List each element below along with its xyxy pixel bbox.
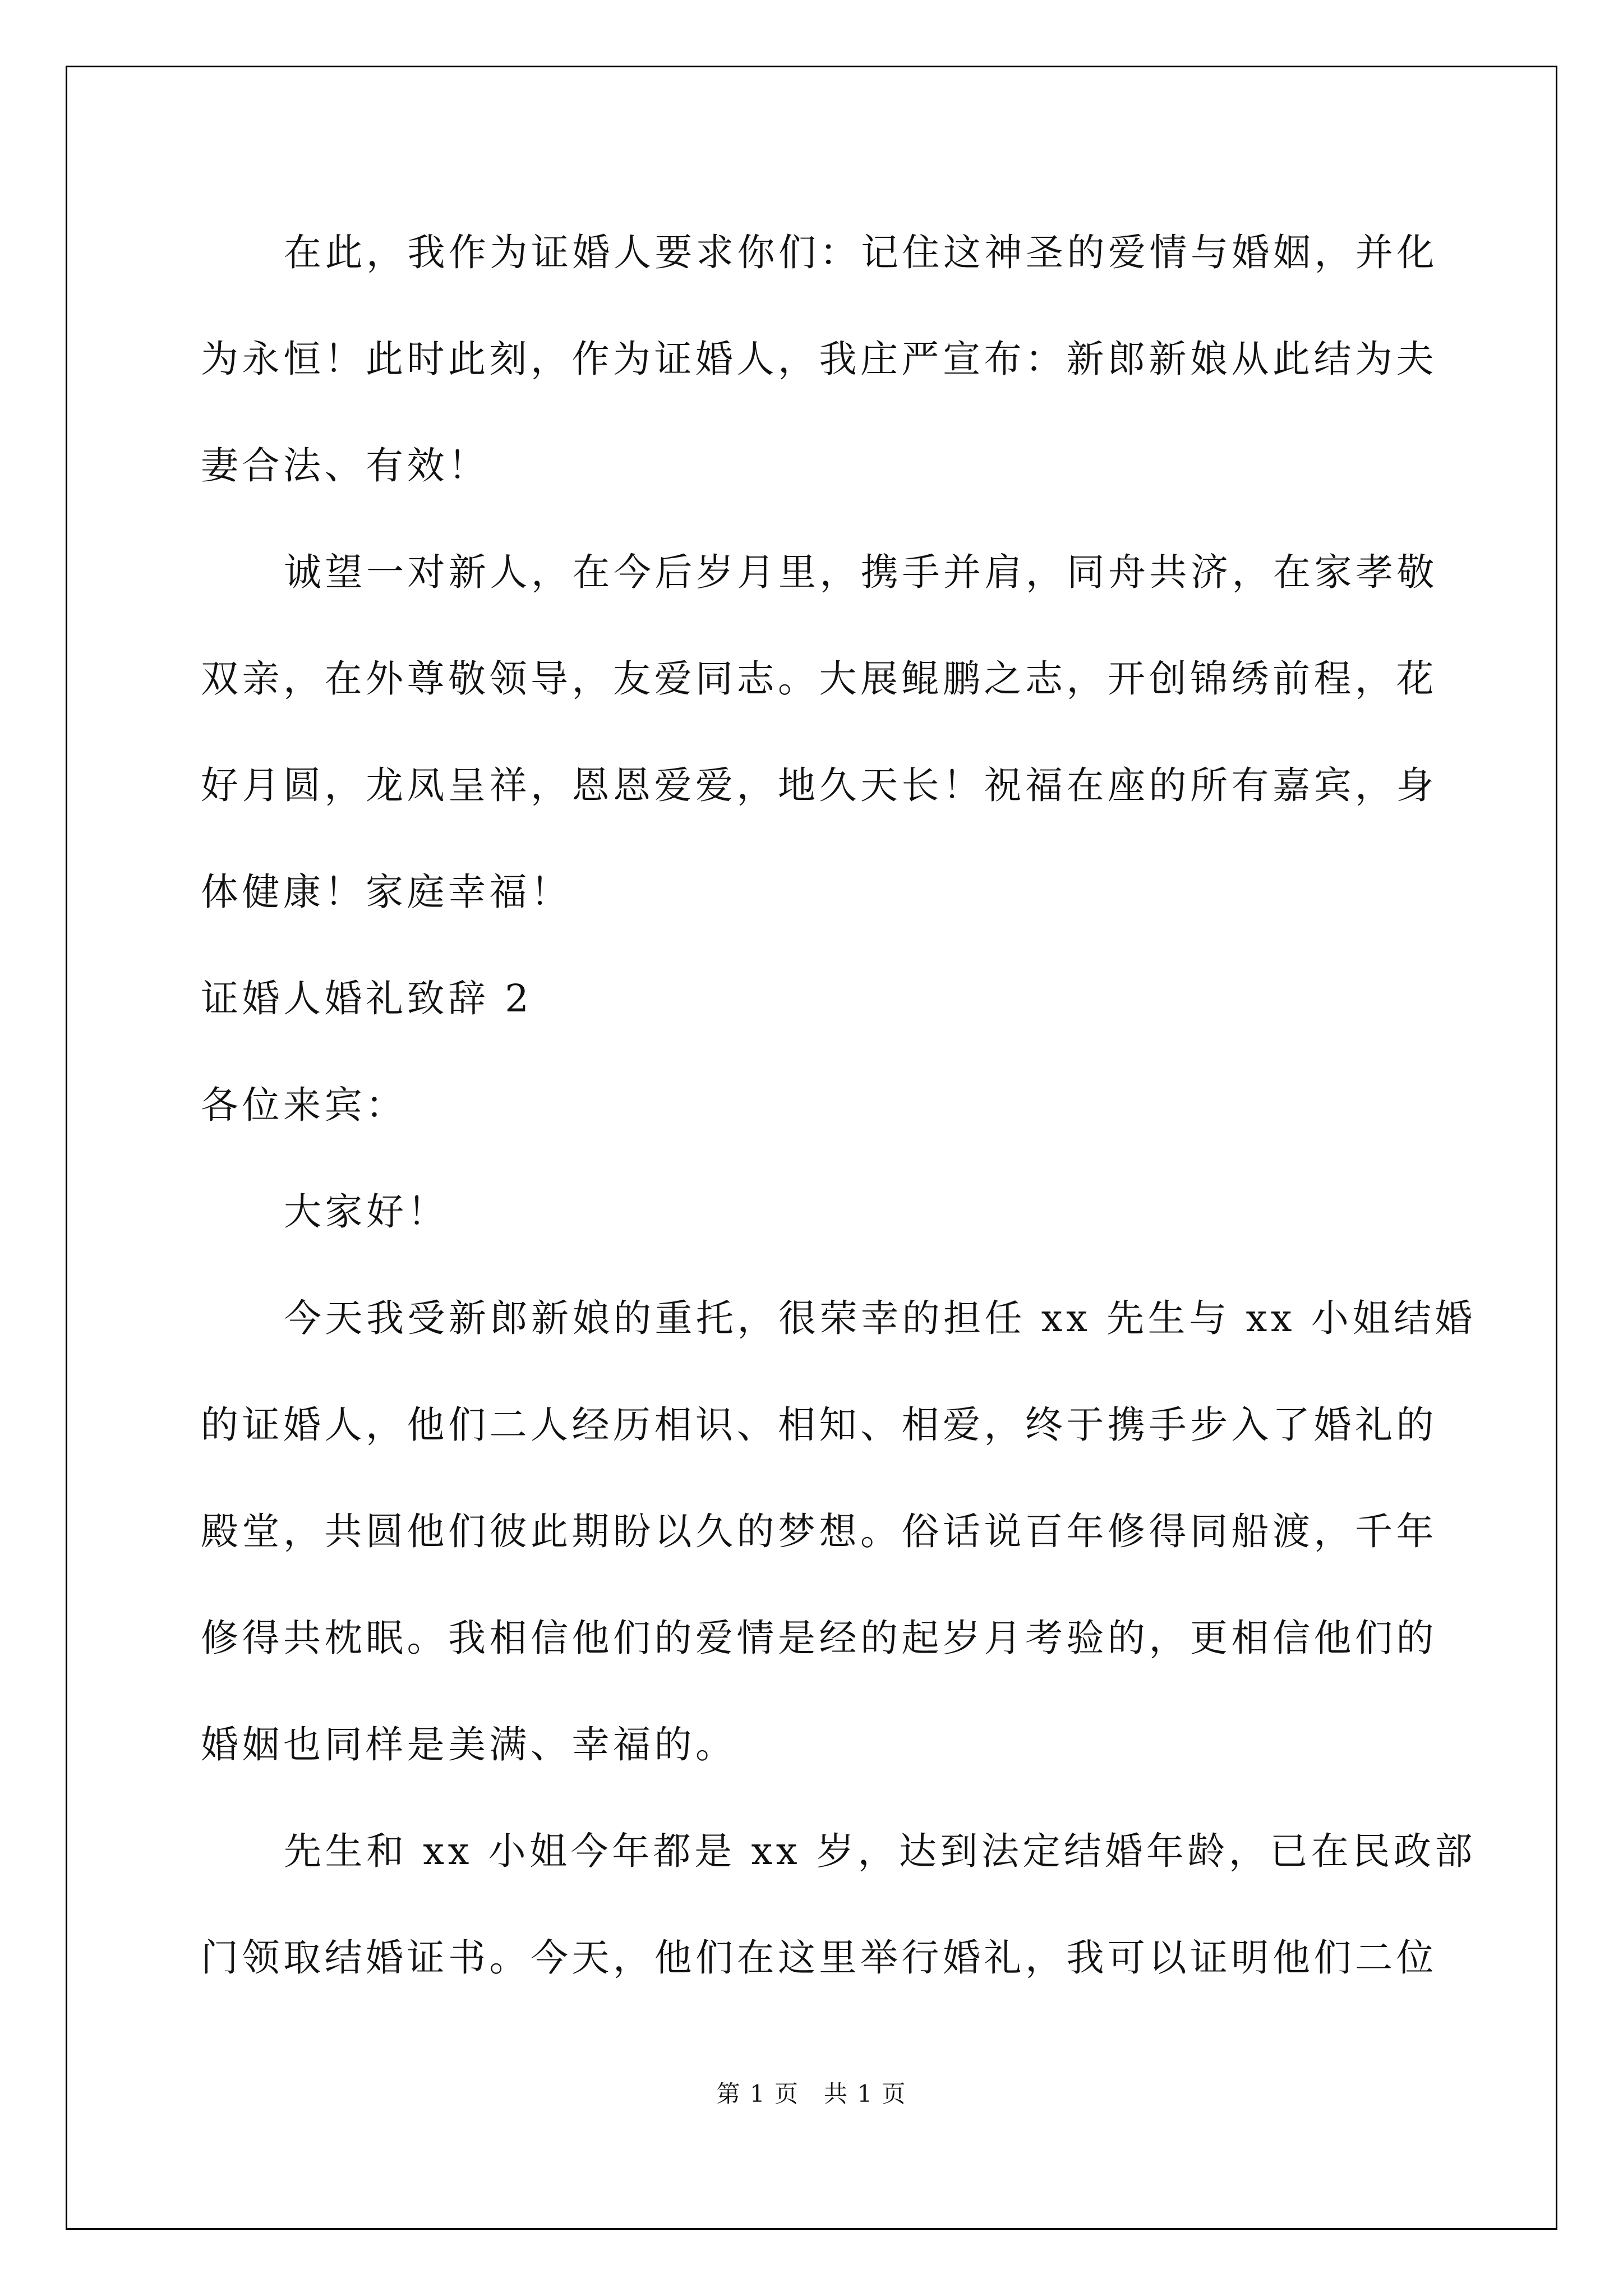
paragraph-line: 妻合法、有效！: [201, 444, 490, 487]
paragraph-line: 修得共枕眠。我相信他们的爱情是经的起岁月考验的，更相信他们的: [201, 1616, 1437, 1660]
paragraph-line: 为永恒！此时此刻，作为证婚人，我庄严宣布：新郎新娘从此结为夫: [201, 337, 1437, 381]
paragraph-line: 体健康！家庭幸福！: [201, 870, 572, 914]
paragraph-line: 今天我受新郎新娘的重托，很荣幸的担任 xx 先生与 xx 小姐结婚: [284, 1296, 1476, 1340]
paragraph-line: 在此，我作为证婚人要求你们：记住这神圣的爱情与婚姻，并化: [284, 231, 1438, 274]
salutation: 各位来宾：: [201, 1083, 407, 1127]
paragraph-line: 婚姻也同样是美满、幸福的。: [201, 1723, 737, 1766]
paragraph-line: 先生和 xx 小姐今年都是 xx 岁，达到法定结婚年龄，已在民政部: [284, 1829, 1476, 1873]
paragraph-line: 好月圆，龙凤呈祥，恩恩爱爱，地久天长！祝福在座的所有嘉宾，身: [201, 763, 1437, 807]
paragraph-line: 殿堂，共圆他们彼此期盼以久的梦想。俗话说百年修得同船渡，千年: [201, 1510, 1437, 1553]
paragraph-line: 诚望一对新人，在今后岁月里，携手并肩，同舟共济，在家孝敬: [284, 550, 1438, 594]
paragraph-line: 门领取结婚证书。今天，他们在这里举行婚礼，我可以证明他们二位: [201, 1936, 1437, 1980]
page-number: 第 1 页 共 1 页: [716, 2080, 907, 2108]
section-title: 证婚人婚礼致辞 2: [201, 977, 533, 1020]
paragraph-line: 的证婚人，他们二人经历相识、相知、相爱，终于携手步入了婚礼的: [201, 1403, 1437, 1447]
paragraph-line: 双亲，在外尊敬领导，友爱同志。大展鲲鹏之志，开创锦绣前程，花: [201, 657, 1437, 701]
greeting: 大家好！: [284, 1190, 449, 1234]
